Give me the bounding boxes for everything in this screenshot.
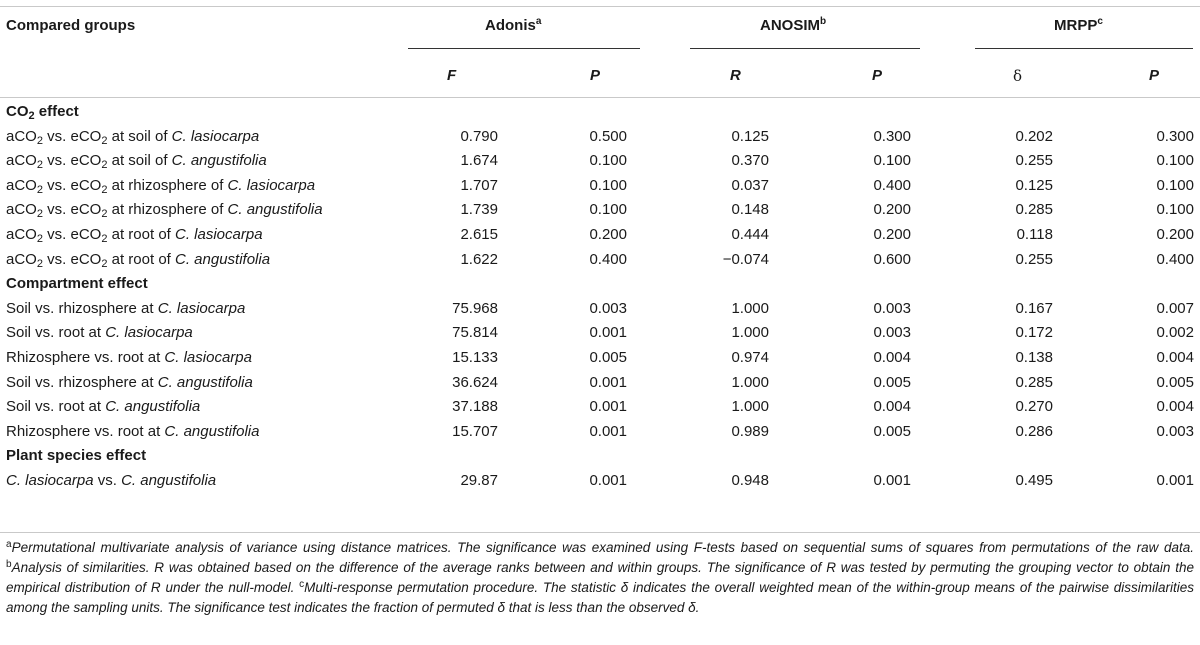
subheader-p-mrpp: P (1149, 67, 1160, 84)
cell-p2: 0.005 (873, 422, 911, 440)
cell-f: 37.188 (452, 398, 498, 416)
subheader-delta: δ (1013, 67, 1023, 85)
cell-r: 1.000 (731, 373, 769, 391)
cell-p3: 0.100 (1156, 201, 1194, 219)
cell-f: 75.968 (452, 299, 498, 317)
cell-d: 0.286 (1015, 422, 1053, 440)
section-heading: $CO_2$ effect (6, 103, 79, 122)
species-name: C. angustifolia (175, 250, 271, 268)
cell-p1: 0.005 (589, 349, 627, 366)
cell-f: 2.615 (460, 226, 498, 243)
subheader-r: R (730, 67, 741, 84)
cell-p2: 0.004 (873, 349, 911, 366)
cell-r: 0.974 (731, 349, 769, 366)
species-name: C. angustifolia (157, 373, 253, 391)
cell-d: 0.138 (1015, 349, 1053, 366)
cell-p1: 0.100 (589, 201, 627, 219)
cell-p1: 0.200 (589, 226, 627, 243)
cell-f: 1.707 (460, 176, 498, 194)
row-label: Rhizosphere vs. root at C. angustifolia (6, 422, 260, 440)
row-label: Soil vs. rhizosphere at C. angustifolia (6, 373, 253, 391)
cell-r: 1.000 (731, 299, 769, 317)
cell-f: 1.739 (460, 201, 498, 219)
cell-p2: 0.100 (873, 152, 911, 170)
row-label: aCO$_2$ vs. eCO$_2$ at soil of C. angustifolia (6, 152, 267, 172)
cell-p1: 0.400 (589, 250, 627, 268)
cell-f: 15.707 (452, 422, 498, 440)
cell-r: −0.074 (722, 250, 769, 268)
cell-p3: 0.200 (1156, 226, 1194, 243)
cell-p1: 0.001 (589, 373, 627, 391)
species-name: C. lasiocarpa (175, 226, 263, 243)
col-header-mrpp: MRPP$^c$ (1054, 16, 1103, 34)
section-heading: Plant species effect (6, 447, 147, 465)
cell-p2: 0.300 (873, 127, 911, 145)
cell-d: 0.255 (1015, 250, 1053, 268)
row-label: Rhizosphere vs. root at C. lasiocarpa (6, 349, 252, 366)
anosim-underline (690, 48, 920, 49)
cell-p2: 0.400 (873, 176, 911, 194)
footnote-a: Permutational multivariate analysis of variance using distance matrices. The significance was examined using F-tests based on sequential sums of squares from permutations of the raw data. (11, 540, 1194, 555)
species-name: C. angustifolia (227, 201, 323, 219)
cell-r: 0.125 (731, 127, 769, 145)
col-header-compared-groups: Compared groups (6, 17, 136, 34)
col-header-anosim: ANOSIM$^b$ (760, 16, 827, 34)
cell-r: 0.037 (731, 176, 769, 194)
cell-p3: 0.004 (1156, 349, 1194, 366)
species-name: C. lasiocarpa (164, 349, 252, 366)
row-label: aCO$_2$ vs. eCO$_2$ at rhizosphere of C. lasiocarpa (6, 176, 316, 196)
row-label: Soil vs. root at C. lasiocarpa (6, 324, 193, 342)
header-bottom-rule (0, 97, 1200, 98)
col-header-adonis: Adonis$^a$ (485, 16, 542, 34)
cell-r: 0.370 (731, 152, 769, 170)
cell-p3: 0.004 (1156, 398, 1194, 416)
section-heading: Compartment effect (6, 275, 148, 293)
species-name: C. lasiocarpa (171, 127, 260, 145)
cell-p3: 0.100 (1156, 152, 1194, 170)
cell-p1: 0.001 (589, 324, 627, 342)
footnotes: $^a$Permutational multivariate analysis of variance using distance matrices. The significance was examined using F-tests based on sequential sums of squares from permutations of the raw data. $^b$Analysis of similarities. R was obtained based on the difference of the average ranks between and within groups. The significance of R was tested by permuting the grouping vector to obtain the empirical distribution of R under the null-model. $^c$Multi-response permutation procedure. The statistic δ indicates the overall weighted mean of the within-group means of the pairwise dissimilarities among the sampling units. The significance test indicates the fraction of permuted δ that is less than the observed δ. (6, 539, 1194, 615)
cell-p1: 0.500 (589, 127, 627, 145)
cell-r: 1.000 (731, 398, 769, 416)
cell-p3: 0.001 (1156, 472, 1194, 489)
subheader-p-adonis: P (590, 67, 601, 84)
species-name: C. angustifolia (164, 422, 260, 440)
cell-f: 1.622 (460, 250, 498, 268)
cell-r: 0.148 (731, 201, 769, 219)
species-name: C. angustifolia (121, 472, 217, 489)
cell-r: 0.989 (731, 422, 769, 440)
cell-d: 0.202 (1015, 127, 1053, 145)
cell-d: 0.167 (1015, 299, 1053, 317)
cell-r: 0.444 (731, 226, 769, 243)
cell-p3: 0.400 (1156, 250, 1194, 268)
cell-d: 0.172 (1015, 324, 1053, 342)
cell-p2: 0.003 (873, 324, 911, 342)
cell-f: 36.624 (452, 373, 498, 391)
cell-r: 1.000 (731, 324, 769, 342)
cell-p2: 0.003 (873, 299, 911, 317)
cell-f: 75.814 (452, 324, 498, 342)
species-name: C. lasiocarpa (157, 299, 246, 317)
table-bottom-rule (0, 532, 1200, 533)
cell-p1: 0.001 (589, 398, 627, 416)
cell-p1: 0.100 (589, 176, 627, 194)
cell-p1: 0.003 (589, 299, 627, 317)
footnote-b: Analysis of similarities. R was obtained based on the difference of the average ranks between and within groups. The significance of R was tested by permuting the grouping vector to obtain the empirical distribution of R under the null-model. (6, 560, 1194, 595)
cell-d: 0.495 (1015, 472, 1053, 489)
cell-p3: 0.100 (1156, 176, 1194, 194)
species-name: C. lasiocarpa (6, 472, 94, 489)
cell-f: 1.674 (460, 152, 498, 170)
table-top-rule (0, 6, 1200, 7)
cell-p3: 0.007 (1156, 299, 1194, 317)
cell-p1: 0.001 (589, 422, 627, 440)
species-name: C. angustifolia (105, 398, 201, 416)
cell-p1: 0.001 (589, 472, 627, 489)
cell-p2: 0.200 (873, 226, 911, 243)
cell-d: 0.285 (1015, 373, 1053, 391)
cell-r: 0.948 (731, 472, 769, 489)
cell-d: 0.285 (1015, 201, 1053, 219)
row-label: aCO$_2$ vs. eCO$_2$ at rhizosphere of C. angustifolia (6, 201, 323, 221)
cell-p2: 0.001 (873, 472, 911, 489)
cell-p3: 0.002 (1156, 324, 1194, 342)
cell-f: 15.133 (452, 349, 498, 366)
mrpp-underline (975, 48, 1193, 49)
cell-p1: 0.100 (589, 152, 627, 170)
subheader-p-anosim: P (872, 67, 883, 84)
species-name: C. angustifolia (171, 152, 267, 170)
row-label: Soil vs. rhizosphere at C. lasiocarpa (6, 299, 246, 317)
adonis-underline (408, 48, 640, 49)
cell-p2: 0.200 (873, 201, 911, 219)
species-name: C. lasiocarpa (105, 324, 193, 342)
cell-p2: 0.600 (873, 250, 911, 268)
cell-p3: 0.003 (1156, 422, 1194, 440)
cell-p3: 0.005 (1156, 373, 1194, 391)
cell-d: 0.270 (1015, 398, 1053, 416)
cell-d: 0.125 (1015, 176, 1053, 194)
row-label: Soil vs. root at C. angustifolia (6, 398, 201, 416)
cell-f: 29.87 (460, 472, 498, 489)
cell-p2: 0.005 (873, 373, 911, 391)
footnote-c: Multi-response permutation procedure. The statistic δ indicates the overall weighted mean of the within-group means of the pairwise dissimilarities among the sampling units. The significance test indicates the fraction of permuted δ that is less than the observed δ. (6, 580, 1194, 615)
cell-f: 0.790 (460, 127, 498, 145)
species-name: C. lasiocarpa (227, 176, 316, 194)
cell-d: 0.255 (1015, 152, 1053, 170)
row-label: aCO$_2$ vs. eCO$_2$ at root of C. angustifolia (6, 250, 271, 270)
subheader-f: F (447, 67, 457, 84)
row-label: aCO$_2$ vs. eCO$_2$ at soil of C. lasiocarpa (6, 127, 260, 147)
cell-d: 0.118 (1016, 226, 1053, 243)
row-label: aCO$_2$ vs. eCO$_2$ at root of C. lasiocarpa (6, 226, 263, 245)
row-label: C. lasiocarpa vs. C. angustifolia (6, 472, 217, 489)
cell-p3: 0.300 (1156, 127, 1194, 145)
cell-p2: 0.004 (873, 398, 911, 416)
